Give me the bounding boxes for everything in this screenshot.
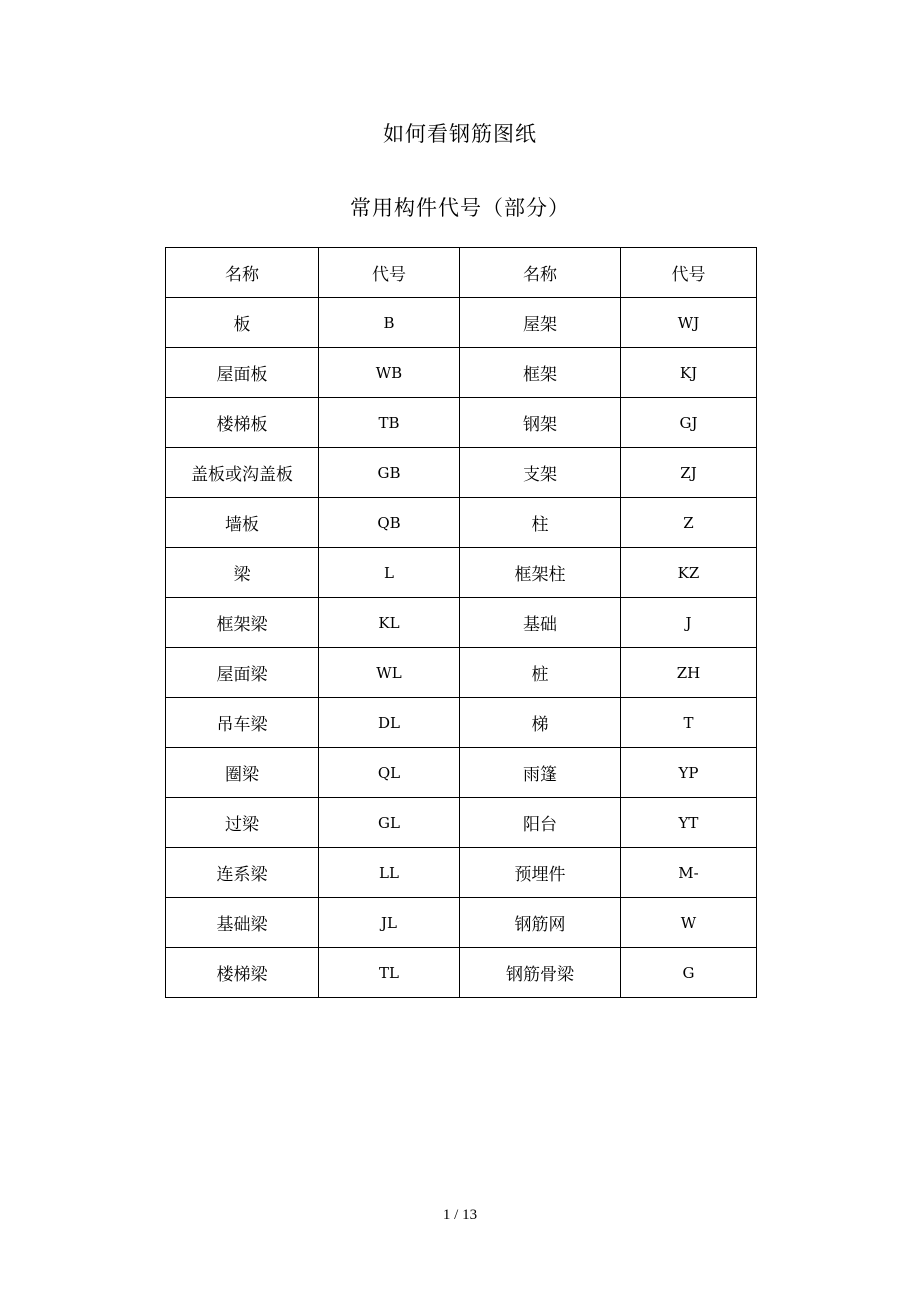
cell-name-left: 圈梁: [166, 748, 319, 798]
cell-name-left: 基础梁: [166, 898, 319, 948]
cell-name-left: 梁: [166, 548, 319, 598]
table-row: [166, 548, 757, 598]
cell-name-left: 楼梯板: [166, 398, 319, 448]
cell-code-left: QB: [319, 498, 460, 548]
header-name-2: 名称: [460, 248, 621, 298]
table-row: [166, 498, 757, 548]
cell-name-right: 钢筋网: [460, 898, 621, 948]
cell-name-left: 连系梁: [166, 848, 319, 898]
cell-code-right: W: [621, 898, 757, 948]
cell-name-right: 预埋件: [460, 848, 621, 898]
cell-name-left: 屋面梁: [166, 648, 319, 698]
cell-code-right: G: [621, 948, 757, 998]
cell-name-left: 吊车梁: [166, 698, 319, 748]
document-title: 如何看钢筋图纸: [383, 122, 537, 146]
cell-name-right: 雨篷: [460, 748, 621, 798]
table-row: [166, 698, 757, 748]
cell-code-right: ZJ: [621, 448, 757, 498]
cell-code-right: KJ: [621, 348, 757, 398]
cell-name-left: 墙板: [166, 498, 319, 548]
cell-code-right: YP: [621, 748, 757, 798]
cell-name-right: 框架柱: [460, 548, 621, 598]
header-name-1: 名称: [166, 248, 319, 298]
cell-name-left: 框架梁: [166, 598, 319, 648]
cell-code-left: WB: [319, 348, 460, 398]
table-row: [166, 648, 757, 698]
table-row: [166, 398, 757, 448]
table-row: [166, 348, 757, 398]
cell-name-right: 梯: [460, 698, 621, 748]
cell-name-right: 屋架: [460, 298, 621, 348]
cell-name-right: 支架: [460, 448, 621, 498]
cell-code-left: TB: [319, 398, 460, 448]
table-row: [166, 898, 757, 948]
cell-code-right: T: [621, 698, 757, 748]
cell-code-left: B: [319, 298, 460, 348]
cell-code-right: J: [621, 598, 757, 648]
cell-code-left: L: [319, 548, 460, 598]
cell-code-right: WJ: [621, 298, 757, 348]
table-title: 常用构件代号（部分）: [350, 196, 570, 220]
table-row: [166, 448, 757, 498]
cell-code-right: GJ: [621, 398, 757, 448]
cell-code-left: WL: [319, 648, 460, 698]
cell-name-left: 屋面板: [166, 348, 319, 398]
cell-code-left: GL: [319, 798, 460, 848]
header-code-2: 代号: [621, 248, 757, 298]
table-row: [166, 848, 757, 898]
cell-name-right: 柱: [460, 498, 621, 548]
cell-name-right: 阳台: [460, 798, 621, 848]
cell-name-right: 桩: [460, 648, 621, 698]
cell-code-left: QL: [319, 748, 460, 798]
table-row: [166, 798, 757, 848]
cell-name-right: 基础: [460, 598, 621, 648]
cell-name-left: 过梁: [166, 798, 319, 848]
cell-code-left: TL: [319, 948, 460, 998]
table-row: [166, 298, 757, 348]
cell-code-left: LL: [319, 848, 460, 898]
table-row: [166, 748, 757, 798]
cell-name-right: 钢架: [460, 398, 621, 448]
table-row: [166, 598, 757, 648]
cell-code-right: M-: [621, 848, 757, 898]
cell-code-right: ZH: [621, 648, 757, 698]
table-row: [166, 948, 757, 998]
cell-code-left: KL: [319, 598, 460, 648]
cell-code-right: Z: [621, 498, 757, 548]
cell-code-right: YT: [621, 798, 757, 848]
page-number: 1 / 13: [442, 1207, 478, 1223]
cell-name-right: 钢筋骨梁: [460, 948, 621, 998]
cell-name-left: 盖板或沟盖板: [166, 448, 319, 498]
cell-code-left: DL: [319, 698, 460, 748]
cell-name-left: 楼梯梁: [166, 948, 319, 998]
cell-code-right: KZ: [621, 548, 757, 598]
header-code-1: 代号: [319, 248, 460, 298]
cell-code-left: GB: [319, 448, 460, 498]
component-code-table: [165, 247, 757, 998]
cell-name-left: 板: [166, 298, 319, 348]
cell-name-right: 框架: [460, 348, 621, 398]
cell-code-left: JL: [319, 898, 460, 948]
table-header-row: [166, 248, 757, 298]
